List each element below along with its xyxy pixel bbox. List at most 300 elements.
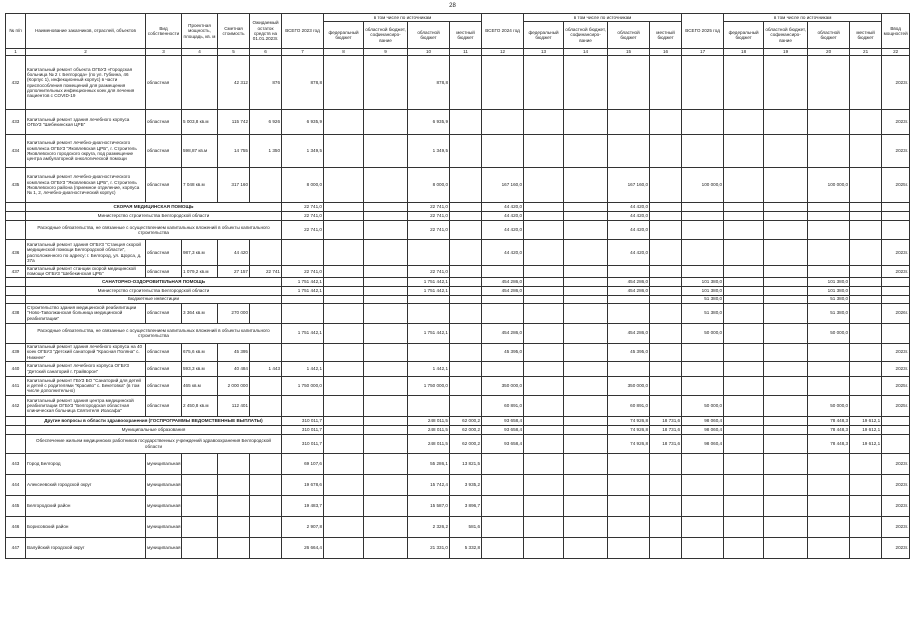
- row-number: 432: [6, 56, 26, 110]
- table-row: [6, 56, 910, 110]
- amount-o23: 878,8: [408, 56, 450, 110]
- amount-m25: [850, 516, 882, 537]
- amount-oc23: [364, 56, 408, 110]
- commissioning-year: 2023г.: [882, 453, 910, 474]
- amount-oc23: [364, 277, 408, 286]
- row-number: 439: [6, 343, 26, 361]
- amount-m25: [850, 212, 882, 221]
- expected-remainder: 1 350: [250, 135, 282, 168]
- col-fed-2023-header: федеральный бюджет: [324, 22, 364, 49]
- table-row: [6, 168, 910, 203]
- amount-f24: [524, 474, 564, 495]
- amount-oc25: [764, 516, 808, 537]
- amount-f24: [524, 376, 564, 395]
- commissioning-year: 2023г.: [882, 240, 910, 266]
- amount-m25: [850, 537, 882, 558]
- amount-t24: 454 286,0: [482, 286, 524, 295]
- row-number: 446: [6, 516, 26, 537]
- table-row: [6, 474, 910, 495]
- ownership-type: областная: [146, 266, 182, 278]
- amount-m23: 62 000,2: [450, 416, 482, 425]
- section-row: [6, 203, 910, 212]
- col-mest-2025-header: местный бюджет: [850, 22, 882, 49]
- amount-oc24: [564, 286, 608, 295]
- amount-f23: [324, 110, 364, 135]
- capacity-value: 1 079,2 кв.м: [182, 266, 218, 278]
- column-number: 18: [724, 49, 764, 56]
- amount-f24: [524, 495, 564, 516]
- amount-t23: 22 741,0: [282, 203, 324, 212]
- amount-t25: [682, 495, 724, 516]
- object-name: Город Белгород: [26, 453, 146, 474]
- commissioning-year: 2023г.: [882, 266, 910, 278]
- amount-t23: 22 741,0: [282, 266, 324, 278]
- expected-remainder: [250, 376, 282, 395]
- amount-oc23: [364, 416, 408, 425]
- amount-m25: 19 612,1: [850, 416, 882, 425]
- expected-remainder: 876: [250, 56, 282, 110]
- amount-m24: [650, 516, 682, 537]
- col-obl-2024-header: областной бюджет: [608, 22, 650, 49]
- column-number: 13: [524, 49, 564, 56]
- amount-m25: [850, 277, 882, 286]
- commissioning-year: 2023г.: [882, 343, 910, 361]
- amount-t25: 98 060,4: [682, 416, 724, 425]
- object-name: Капитальный ремонт здания центра медицинской реабилитации ОГБУЗ "Белгородская областная клиническая больница Святителя Иоасафа": [26, 395, 146, 416]
- column-number: 11: [450, 49, 482, 56]
- amount-m25: [850, 110, 882, 135]
- column-number: 20: [808, 49, 850, 56]
- amount-o23: 1 349,5: [408, 135, 450, 168]
- section-row: [6, 416, 910, 425]
- col-fed-2025-header: федеральный бюджет: [724, 22, 764, 49]
- amount-o25: 78 448,3: [808, 425, 850, 434]
- amount-t24: 44 420,0: [482, 203, 524, 212]
- estimated-cost: 2 000 000: [218, 376, 250, 395]
- table-row: [6, 516, 910, 537]
- amount-t24: [482, 266, 524, 278]
- object-name: Борисовский район: [26, 516, 146, 537]
- amount-t24: 44 420,0: [482, 212, 524, 221]
- amount-t25: [682, 474, 724, 495]
- amount-o23: 21 331,0: [408, 537, 450, 558]
- object-name: Строительство здания медицинской реабилитации "Ново-Таволжанская больница медицинской реабилитации": [26, 303, 146, 323]
- amount-m24: [650, 395, 682, 416]
- section-spacer: [6, 212, 26, 221]
- amount-t25: 51 380,0: [682, 295, 724, 303]
- col-total-2024-header: ВСЕГО 2024 год: [482, 14, 524, 49]
- amount-f24: [524, 416, 564, 425]
- amount-oc24: [564, 295, 608, 303]
- amount-o24: 74 926,8: [608, 434, 650, 453]
- amount-f25: [724, 425, 764, 434]
- amount-oc25: [764, 303, 808, 323]
- amount-oc24: [564, 212, 608, 221]
- amount-oc23: [364, 221, 408, 240]
- amount-t25: [682, 376, 724, 395]
- amount-t24: 167 160,0: [482, 168, 524, 203]
- amount-f23: [324, 303, 364, 323]
- commissioning-year: 2023г.: [882, 56, 910, 110]
- amount-f25: [724, 240, 764, 266]
- row-number: 445: [6, 495, 26, 516]
- amount-oc24: [564, 56, 608, 110]
- amount-m23: [450, 221, 482, 240]
- amount-oc24: [564, 361, 608, 376]
- amount-o24: 44 420,0: [608, 240, 650, 266]
- column-number: 3: [146, 49, 182, 56]
- amount-t23: 1 751 442,1: [282, 286, 324, 295]
- amount-o25: 100 000,0: [808, 168, 850, 203]
- table-row: [6, 361, 910, 376]
- col-oblcof-2023-header: областной бюджет, софинансиро-вание: [364, 22, 408, 49]
- amount-oc23: [364, 434, 408, 453]
- amount-oc25: [764, 240, 808, 266]
- expected-remainder: [250, 303, 282, 323]
- amount-oc25: [764, 286, 808, 295]
- amount-oc23: [364, 343, 408, 361]
- commissioning-year: 2023г.: [882, 516, 910, 537]
- amount-o23: 22 741,0: [408, 221, 450, 240]
- amount-oc25: [764, 537, 808, 558]
- amount-m25: [850, 474, 882, 495]
- amount-f24: [524, 240, 564, 266]
- amount-o25: 101 380,0: [808, 286, 850, 295]
- column-number: 22: [882, 49, 910, 56]
- amount-oc25: [764, 203, 808, 212]
- amount-f24: [524, 277, 564, 286]
- amount-t25: 98 060,4: [682, 425, 724, 434]
- amount-oc24: [564, 453, 608, 474]
- amount-o23: 1 751 442,1: [408, 286, 450, 295]
- ownership-type: областная: [146, 361, 182, 376]
- amount-m24: [650, 110, 682, 135]
- amount-f24: [524, 56, 564, 110]
- row-number: 441: [6, 376, 26, 395]
- capacity-value: 5 003,8 кв.м: [182, 110, 218, 135]
- page-number: 28: [449, 3, 456, 9]
- amount-oc25: [764, 376, 808, 395]
- amount-o23: [408, 303, 450, 323]
- object-name: Капитальный ремонт лечебного корпуса ОГБУЗ "Детский санаторий г. Грайворон": [26, 361, 146, 376]
- amount-m23: [450, 295, 482, 303]
- amount-m25: [850, 203, 882, 212]
- table-body: [6, 56, 910, 559]
- amount-m24: [650, 474, 682, 495]
- amount-oc25: [764, 495, 808, 516]
- amount-f25: [724, 266, 764, 278]
- amount-t24: [482, 361, 524, 376]
- capacity-value: 598,87 кв.м: [182, 135, 218, 168]
- amount-t25: 50 000,0: [682, 395, 724, 416]
- table-row: [6, 110, 910, 135]
- col-number-header: № п/п: [6, 14, 26, 49]
- amount-f25: [724, 168, 764, 203]
- table-row: [6, 240, 910, 266]
- amount-f25: [724, 56, 764, 110]
- column-number: 5: [218, 49, 250, 56]
- col-fed-2024-header: федеральный бюджет: [524, 22, 564, 49]
- amount-f24: [524, 221, 564, 240]
- amount-o24: 167 160,0: [608, 168, 650, 203]
- amount-m25: [850, 361, 882, 376]
- amount-t24: [482, 474, 524, 495]
- section-row: [6, 434, 910, 453]
- ownership-type: областная: [146, 240, 182, 266]
- ownership-type: областная: [146, 135, 182, 168]
- amount-o25: 50 000,0: [808, 395, 850, 416]
- amount-t23: 19 678,6: [282, 474, 324, 495]
- capacity-value: [182, 516, 218, 537]
- section-title: Обеспечение жильем медицинских работников государственных учреждений здравоохранения Белгородской области: [26, 434, 282, 453]
- section-spacer: [6, 323, 26, 343]
- estimated-cost: 317 160: [218, 168, 250, 203]
- capacity-value: 3 364 кв.м: [182, 303, 218, 323]
- amount-o24: 74 926,8: [608, 425, 650, 434]
- amount-t24: 44 420,0: [482, 221, 524, 240]
- object-name: Капитальный ремонт здания ОГБУЗ "Станция скорой медицинской помощи Белгородской области", расположенного по адресу: г. Белгород, ул. Щорса, д. 37а: [26, 240, 146, 266]
- amount-o23: 1 751 442,1: [408, 323, 450, 343]
- amount-o23: 15 742,4: [408, 474, 450, 495]
- amount-t24: 93 658,4: [482, 434, 524, 453]
- amount-f25: [724, 212, 764, 221]
- amount-m23: 62 000,2: [450, 434, 482, 453]
- amount-t23: 6 935,9: [282, 110, 324, 135]
- estimated-cost: [218, 495, 250, 516]
- ownership-type: областная: [146, 395, 182, 416]
- amount-t23: [282, 303, 324, 323]
- commissioning-year: 2023г.: [882, 361, 910, 376]
- ownership-type: областная: [146, 168, 182, 203]
- amount-t25: [682, 212, 724, 221]
- amount-oc24: [564, 434, 608, 453]
- amount-f23: [324, 135, 364, 168]
- amount-f24: [524, 295, 564, 303]
- col-cost-header: Сметная стоимость: [218, 14, 250, 49]
- amount-o23: [408, 295, 450, 303]
- amount-f25: [724, 361, 764, 376]
- amount-m24: [650, 168, 682, 203]
- amount-t23: 1 442,1: [282, 361, 324, 376]
- amount-m23: [450, 135, 482, 168]
- amount-m23: 13 821,5: [450, 453, 482, 474]
- amount-o24: 44 420,0: [608, 221, 650, 240]
- amount-f24: [524, 203, 564, 212]
- amount-oc24: [564, 240, 608, 266]
- amount-o24: 44 420,0: [608, 212, 650, 221]
- amount-t25: 100 000,0: [682, 168, 724, 203]
- amount-f24: [524, 135, 564, 168]
- expected-remainder: [250, 343, 282, 361]
- estimated-cost: 45 395: [218, 343, 250, 361]
- estimated-cost: 42 312: [218, 56, 250, 110]
- amount-o25: 101 380,0: [808, 277, 850, 286]
- amount-o25: 78 448,3: [808, 416, 850, 425]
- amount-f24: [524, 323, 564, 343]
- amount-t24: [482, 495, 524, 516]
- amount-t24: [482, 537, 524, 558]
- object-name: Капитальный ремонт ГБУЗ БО "Санаторий для детей и детей с родителями "Красиво" с. Бекетовка" (в том числе дополнительно): [26, 376, 146, 395]
- amount-f25: [724, 395, 764, 416]
- amount-o23: 8 000,0: [408, 168, 450, 203]
- section-spacer: [6, 277, 26, 286]
- amount-f25: [724, 323, 764, 343]
- amount-m23: [450, 323, 482, 343]
- amount-oc25: [764, 212, 808, 221]
- commissioning-year: 2023г.: [882, 537, 910, 558]
- amount-o25: [808, 135, 850, 168]
- amount-t25: [682, 203, 724, 212]
- table-row: [6, 266, 910, 278]
- amount-t23: 310 011,7: [282, 425, 324, 434]
- capacity-value: 2 450,8 кв.м: [182, 395, 218, 416]
- amount-o23: [408, 395, 450, 416]
- section-spacer: [6, 203, 26, 212]
- amount-oc25: [764, 425, 808, 434]
- amount-t25: 101 380,0: [682, 286, 724, 295]
- amount-o24: [608, 495, 650, 516]
- ownership-type: муниципальная: [146, 537, 182, 558]
- amount-m23: [450, 286, 482, 295]
- amount-oc25: [764, 110, 808, 135]
- commissioning-year: 2023г.: [882, 474, 910, 495]
- group-2023-header: в том числе по источникам: [324, 14, 482, 22]
- amount-oc23: [364, 395, 408, 416]
- expected-remainder: [250, 516, 282, 537]
- amount-f25: [724, 295, 764, 303]
- amount-t23: 22 741,0: [282, 221, 324, 240]
- amount-f25: [724, 135, 764, 168]
- amount-t24: 350 000,0: [482, 376, 524, 395]
- amount-t24: 93 658,4: [482, 425, 524, 434]
- amount-m24: [650, 537, 682, 558]
- amount-t24: [482, 135, 524, 168]
- amount-t25: [682, 266, 724, 278]
- amount-t24: 60 891,0: [482, 395, 524, 416]
- amount-o23: 22 741,0: [408, 203, 450, 212]
- section-title: Расходные обязательства, не связанные с осуществлением капитальных вложений в объекты капитального строительства: [26, 221, 282, 240]
- amount-oc23: [364, 168, 408, 203]
- amount-f23: [324, 425, 364, 434]
- amount-m24: [650, 212, 682, 221]
- amount-m23: [450, 303, 482, 323]
- amount-m24: [650, 343, 682, 361]
- row-number: 437: [6, 266, 26, 278]
- amount-f23: [324, 168, 364, 203]
- amount-m24: [650, 323, 682, 343]
- amount-f25: [724, 303, 764, 323]
- amount-oc24: [564, 266, 608, 278]
- amount-f25: [724, 434, 764, 453]
- amount-oc24: [564, 203, 608, 212]
- amount-f25: [724, 516, 764, 537]
- amount-f23: [324, 361, 364, 376]
- commissioning-year: [882, 203, 910, 212]
- amount-m24: [650, 453, 682, 474]
- row-number: 438: [6, 303, 26, 323]
- section-title: Министерство строительства Белгородской области: [26, 212, 282, 221]
- col-mest-2023-header: местный бюджет: [450, 22, 482, 49]
- amount-m25: 19 612,1: [850, 434, 882, 453]
- amount-t25: [682, 110, 724, 135]
- amount-o25: [808, 110, 850, 135]
- capacity-value: [182, 56, 218, 110]
- amount-m25: [850, 266, 882, 278]
- amount-t24: 454 286,0: [482, 323, 524, 343]
- amount-f25: [724, 277, 764, 286]
- amount-oc23: [364, 376, 408, 395]
- amount-oc24: [564, 168, 608, 203]
- estimated-cost: 27 157: [218, 266, 250, 278]
- expected-remainder: [250, 453, 282, 474]
- amount-t24: 93 658,4: [482, 416, 524, 425]
- amount-f25: [724, 495, 764, 516]
- amount-oc23: [364, 537, 408, 558]
- col-mest-2024-header: местный бюджет: [650, 22, 682, 49]
- amount-oc25: [764, 266, 808, 278]
- column-number: 15: [608, 49, 650, 56]
- estimated-cost: 44 420: [218, 240, 250, 266]
- estimated-cost: [218, 453, 250, 474]
- expected-remainder: [250, 395, 282, 416]
- table-row: [6, 495, 910, 516]
- amount-oc24: [564, 474, 608, 495]
- amount-oc24: [564, 343, 608, 361]
- col-total-2023-header: ВСЕГО 2023 год: [282, 14, 324, 49]
- amount-o23: 6 935,9: [408, 110, 450, 135]
- row-number: 440: [6, 361, 26, 376]
- amount-m23: [450, 277, 482, 286]
- amount-m23: [450, 56, 482, 110]
- commissioning-year: 2025г.: [882, 376, 910, 395]
- expected-remainder: [250, 240, 282, 266]
- amount-o24: 454 286,0: [608, 277, 650, 286]
- amount-m24: [650, 303, 682, 323]
- col-name-header: Наименование заказчиков, отраслей, объектов: [26, 14, 146, 49]
- capacity-value: [182, 453, 218, 474]
- amount-o24: [608, 474, 650, 495]
- amount-f23: [324, 56, 364, 110]
- amount-t24: [482, 303, 524, 323]
- amount-m25: [850, 240, 882, 266]
- amount-o25: [808, 495, 850, 516]
- section-row: [6, 212, 910, 221]
- column-number: 2: [26, 49, 146, 56]
- commissioning-year: [882, 221, 910, 240]
- amount-m25: [850, 135, 882, 168]
- row-number: 436: [6, 240, 26, 266]
- amount-m24: [650, 286, 682, 295]
- row-number: 443: [6, 453, 26, 474]
- amount-f23: [324, 434, 364, 453]
- expected-remainder: 22 741: [250, 266, 282, 278]
- amount-t24: 44 420,0: [482, 240, 524, 266]
- amount-f24: [524, 361, 564, 376]
- amount-f23: [324, 474, 364, 495]
- amount-m23: [450, 212, 482, 221]
- budget-table: [5, 13, 910, 559]
- amount-f24: [524, 516, 564, 537]
- amount-oc25: [764, 395, 808, 416]
- amount-f23: [324, 286, 364, 295]
- col-obl-2025-header: областной бюджет: [808, 22, 850, 49]
- amount-oc23: [364, 110, 408, 135]
- amount-m25: [850, 168, 882, 203]
- amount-o24: 45 395,0: [608, 343, 650, 361]
- row-number: 442: [6, 395, 26, 416]
- amount-oc25: [764, 277, 808, 286]
- amount-f25: [724, 203, 764, 212]
